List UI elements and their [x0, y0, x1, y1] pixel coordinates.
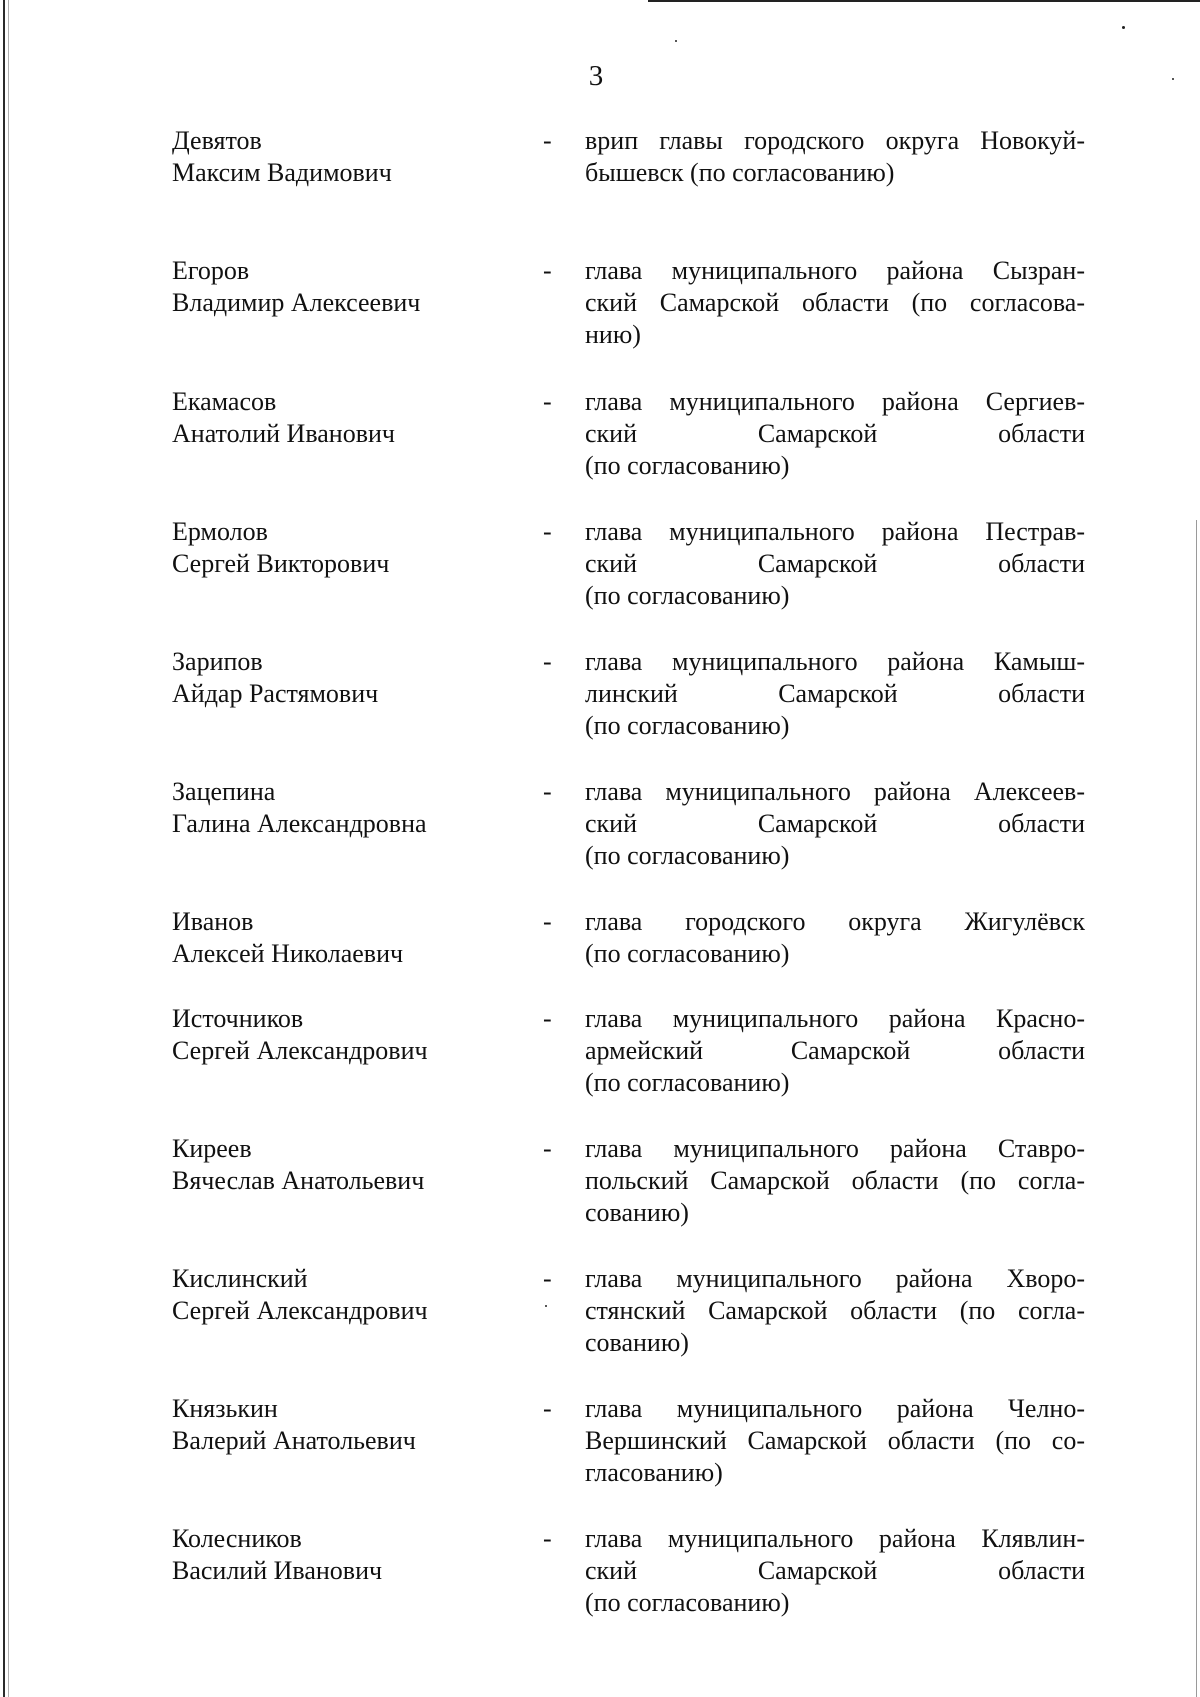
position-line: глава муниципального района Алексеев-	[585, 777, 1085, 806]
position-line: ский Самарской области	[585, 419, 1085, 448]
entry-dash: -	[543, 517, 552, 546]
position-line: (по согласованию)	[585, 1068, 790, 1097]
member-entry	[0, 646, 1200, 776]
member-given-names: Сергей Александрович	[172, 1036, 428, 1065]
entry-dash: -	[543, 907, 552, 936]
member-name	[172, 776, 532, 840]
member-entry	[0, 125, 1200, 255]
page-number: 3	[588, 60, 604, 92]
position-line: глава муниципального района Клявлин-	[585, 1524, 1085, 1553]
member-position	[585, 906, 1085, 970]
member-position	[585, 1003, 1085, 1099]
member-name	[172, 906, 532, 970]
member-name	[172, 516, 532, 580]
member-surname: Колесников	[172, 1524, 302, 1553]
position-line: польский Самарской области (по согла-	[585, 1166, 1085, 1195]
entry-dash: -	[543, 256, 552, 285]
member-given-names: Максим Вадимович	[172, 158, 392, 187]
member-entry	[0, 1523, 1200, 1653]
member-name	[172, 1003, 532, 1067]
member-position	[585, 646, 1085, 742]
position-line: ский Самарской области (по согласова-	[585, 288, 1085, 317]
member-name	[172, 386, 532, 450]
member-surname: Князькин	[172, 1394, 278, 1423]
position-line: армейский Самарской области	[585, 1036, 1085, 1065]
member-given-names: Алексей Николаевич	[172, 939, 404, 968]
position-line: глава муниципального района Ставро-	[585, 1134, 1085, 1163]
member-position	[585, 516, 1085, 612]
scan-speck	[1122, 26, 1125, 29]
member-entry	[0, 255, 1200, 386]
position-line: линский Самарской области	[585, 679, 1085, 708]
member-given-names: Вячеслав Анатольевич	[172, 1166, 425, 1195]
position-line: Вершинский Самарской области (по со-	[585, 1426, 1085, 1455]
position-line: гласованию)	[585, 1458, 723, 1487]
member-name	[172, 125, 532, 189]
member-surname: Киреев	[172, 1134, 252, 1163]
position-line: (по согласованию)	[585, 841, 790, 870]
position-line: глава муниципального района Сергиев-	[585, 387, 1085, 416]
member-entry	[0, 906, 1200, 1003]
member-surname: Кислинский	[172, 1264, 308, 1293]
member-given-names: Сергей Викторович	[172, 549, 390, 578]
position-line: глава муниципального района Сызран-	[585, 256, 1085, 285]
member-entry	[0, 386, 1200, 516]
member-surname: Егоров	[172, 256, 250, 285]
member-position	[585, 386, 1085, 482]
position-line: ский Самарской области	[585, 1556, 1085, 1585]
member-surname: Екамасов	[172, 387, 277, 416]
scan-speck	[675, 40, 677, 42]
member-name	[172, 1523, 532, 1587]
position-line: врип главы городского округа Новокуй-	[585, 126, 1085, 155]
position-line: сованию)	[585, 1198, 689, 1227]
member-surname: Источников	[172, 1004, 304, 1033]
member-given-names: Валерий Анатольевич	[172, 1426, 416, 1455]
position-line: нию)	[585, 320, 641, 349]
member-name	[172, 646, 532, 710]
member-name	[172, 255, 532, 319]
position-line: (по согласованию)	[585, 451, 790, 480]
member-entry	[0, 1003, 1200, 1133]
position-line: (по согласованию)	[585, 939, 790, 968]
member-given-names: Василий Иванович	[172, 1556, 383, 1585]
member-position	[585, 255, 1085, 351]
entry-dash: -	[543, 387, 552, 416]
member-position	[585, 125, 1085, 189]
member-surname: Зарипов	[172, 647, 263, 676]
position-line: стянский Самарской области (по согла-	[585, 1296, 1085, 1325]
entry-dash: -	[543, 1134, 552, 1163]
member-entry	[0, 516, 1200, 646]
member-entry	[0, 1393, 1200, 1523]
member-given-names: Владимир Алексеевич	[172, 288, 421, 317]
position-line: (по согласованию)	[585, 711, 790, 740]
position-line: ский Самарской области	[585, 549, 1085, 578]
position-line: глава муниципального района Пестрав-	[585, 517, 1085, 546]
entry-dash: -	[543, 1264, 552, 1293]
position-line: глава муниципального района Хворо-	[585, 1264, 1085, 1293]
member-position	[585, 1133, 1085, 1229]
member-given-names: Анатолий Иванович	[172, 419, 395, 448]
position-line: (по согласованию)	[585, 1588, 790, 1617]
position-line: (по согласованию)	[585, 581, 790, 610]
member-name	[172, 1133, 532, 1197]
member-entry	[0, 1263, 1200, 1393]
member-surname: Ермолов	[172, 517, 268, 546]
position-line: глава городского округа Жигулёвск	[585, 907, 1085, 936]
member-name	[172, 1263, 532, 1327]
entry-dash: -	[543, 1524, 552, 1553]
position-line: ский Самарской области	[585, 809, 1085, 838]
member-surname: Иванов	[172, 907, 254, 936]
position-line: глава муниципального района Камыш-	[585, 647, 1085, 676]
position-line: бышевск (по согласованию)	[585, 158, 895, 187]
member-position	[585, 776, 1085, 872]
member-entry	[0, 776, 1200, 906]
position-line: глава муниципального района Красно-	[585, 1004, 1085, 1033]
member-given-names: Айдар Растямович	[172, 679, 379, 708]
member-given-names: Сергей Александрович	[172, 1296, 428, 1325]
entry-dash: -	[543, 647, 552, 676]
member-surname: Зацепина	[172, 777, 276, 806]
entry-dash: -	[543, 1004, 552, 1033]
member-position	[585, 1263, 1085, 1359]
member-given-names: Галина Александровна	[172, 809, 427, 838]
member-name	[172, 1393, 532, 1457]
entry-dash: -	[543, 777, 552, 806]
position-line: сованию)	[585, 1328, 689, 1357]
member-position	[585, 1523, 1085, 1619]
entry-dash: -	[543, 1394, 552, 1423]
member-list	[0, 125, 1200, 1653]
member-entry	[0, 1133, 1200, 1263]
position-line: глава муниципального района Челно-	[585, 1394, 1085, 1423]
member-position	[585, 1393, 1085, 1489]
member-surname: Девятов	[172, 126, 262, 155]
entry-dash: -	[543, 126, 552, 155]
scan-top-rule	[648, 0, 1200, 2]
